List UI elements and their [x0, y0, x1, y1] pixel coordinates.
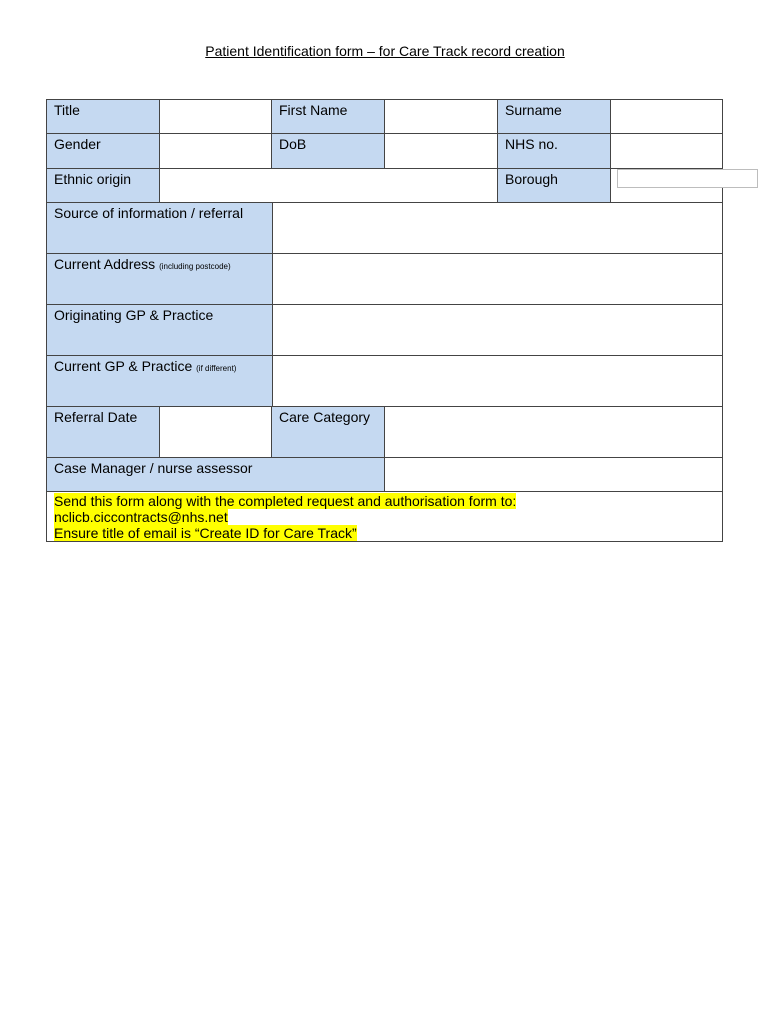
title-label: Title [47, 100, 160, 134]
instructions-cell [47, 492, 723, 542]
gender-label: Gender [47, 134, 160, 169]
case-manager-label: Case Manager / nurse assessor [47, 458, 385, 492]
referral-date-label: Referral Date [47, 407, 160, 458]
care-category-field[interactable] [385, 407, 723, 458]
originating-gp-field[interactable] [273, 305, 723, 356]
current-address-note: (including postcode) [159, 262, 231, 271]
page-title: Patient Identification form – for Care Track record creation [205, 43, 565, 59]
current-gp-note: (if different) [196, 364, 237, 373]
borough-field[interactable] [617, 169, 758, 188]
title-field[interactable] [160, 100, 272, 134]
current-address-label-cell [47, 254, 273, 305]
dob-label: DoB [272, 134, 385, 169]
patient-form-table [46, 99, 723, 542]
current-gp-label: Current GP & Practice [54, 358, 193, 374]
current-address-field[interactable] [273, 254, 723, 305]
ethnic-origin-label: Ethnic origin [47, 169, 160, 203]
instruction-line-title: Ensure title of email is “Create ID for Care Track” [54, 525, 357, 541]
current-gp-field[interactable] [273, 356, 723, 407]
instruction-line-send: Send this form along with the completed request and authorisation form to: [54, 493, 517, 509]
surname-field[interactable] [611, 100, 723, 134]
borough-label: Borough [498, 169, 611, 203]
ethnic-origin-field[interactable] [160, 169, 498, 203]
originating-gp-label: Originating GP & Practice [47, 305, 273, 356]
instruction-email[interactable]: nclicb.ciccontracts@nhs.net [54, 509, 228, 525]
case-manager-field[interactable] [385, 458, 723, 492]
source-label: Source of information / referral [47, 203, 273, 254]
dob-field[interactable] [385, 134, 498, 169]
gender-field[interactable] [160, 134, 272, 169]
source-field[interactable] [273, 203, 723, 254]
current-address-label: Current Address [54, 256, 156, 272]
surname-label: Surname [498, 100, 611, 134]
nhs-no-label: NHS no. [498, 134, 611, 169]
current-gp-label-cell [47, 356, 273, 407]
referral-date-field[interactable] [160, 407, 272, 458]
first-name-field[interactable] [385, 100, 498, 134]
nhs-no-field[interactable] [611, 134, 723, 169]
first-name-label: First Name [272, 100, 385, 134]
care-category-label: Care Category [272, 407, 385, 458]
